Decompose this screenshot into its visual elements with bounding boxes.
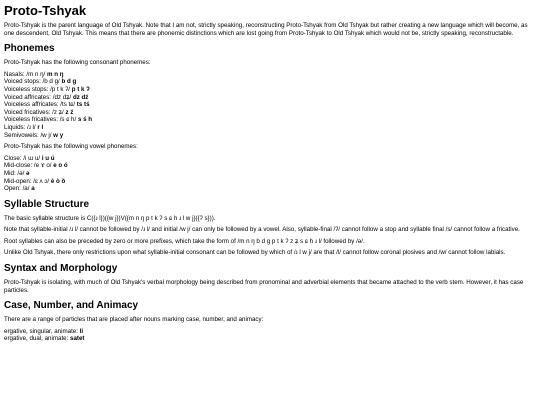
- list-item: [4, 124, 536, 132]
- list-item: [4, 155, 536, 163]
- vowel-orthography: ə: [26, 169, 30, 177]
- consonant-class-label: Semivowels: /w j/: [4, 131, 54, 139]
- list-item: [4, 170, 536, 178]
- list-item: [4, 101, 536, 109]
- consonant-class-label: Voiceless fricatives: /s ɕ h/: [4, 116, 78, 124]
- consonant-class-label: Voiceless stops: /p t k ʔ/: [4, 85, 72, 93]
- consonant-orthography: r l: [37, 123, 44, 131]
- vowel-orthography: e o ó: [53, 162, 68, 170]
- list-item: [4, 162, 536, 170]
- vowel-intro: Proto-Tshyak has the following vowel phonemes:: [4, 143, 138, 151]
- case-particle: li: [79, 327, 84, 335]
- page-title: Proto-Tshyak: [4, 3, 87, 18]
- consonant-list: [4, 71, 536, 139]
- list-item: [4, 94, 536, 102]
- case-particle: satet: [70, 335, 85, 343]
- consonant-orthography: m n ŋ: [46, 70, 64, 78]
- consonant-orthography: z ź: [65, 108, 74, 116]
- intro-paragraph: Proto-Tshyak is the parent language of Old Tshyak. Note that I am not, strictly speaking, reconstructing Proto-Tshyak from Old Tshyak but rather creating a new language which will become, as one descendent, Old Tshyak. This means that there are phonemic distinctions which are lost going from Proto-Tshyak to Old Tshyak which would not be, strictly speaking, reconstructable.: [4, 22, 528, 37]
- case-paragraph: There are a range of particles that are placed after nouns marking case, number, and animacy:: [4, 316, 264, 324]
- vowel-class-label: Close: /i ɯ u/: [4, 154, 42, 162]
- consonant-orthography: p t k ʔ: [71, 85, 90, 93]
- list-item: [4, 335, 536, 343]
- consonant-class-label: Liquids: /ɹ l/: [4, 123, 38, 131]
- consonant-orthography: s ś h: [77, 116, 93, 124]
- vowel-orthography: è ò ǒ: [50, 177, 66, 185]
- vowel-list: [4, 155, 536, 193]
- consonant-class-label: Nasals: /m n ŋ/: [4, 70, 47, 78]
- list-item: [4, 178, 536, 186]
- vowel-class-label: Mid: /ə/: [4, 169, 27, 177]
- list-item: [4, 116, 536, 124]
- syllable-paragraph: Root syllables can also be preceded by zero or more prefixes, which take the form of /m n ŋ b d g p t k ʔ z ʑ s ɕ h ɹ l/ followed by /ə/.: [4, 237, 365, 245]
- vowel-class-label: Mid-close: /e ɤ o/: [4, 162, 54, 170]
- case-list: [4, 328, 536, 343]
- syntax-paragraph: Proto-Tshyak is isolating, with much of Old Tshyak's verbal morphology being described from pronominal and adverbial elements that became attached to the verb stem. However, it has case particles.: [4, 279, 524, 294]
- vowel-class-label: Mid-open: /ɛ ʌ ɔ/: [4, 177, 51, 185]
- syllable-heading: Syllable Structure: [4, 198, 90, 210]
- case-heading: Case, Number, and Animacy: [4, 300, 139, 312]
- list-item: [4, 86, 536, 94]
- consonant-orthography: w y: [53, 131, 64, 139]
- consonant-intro: Proto-Tshyak has the following consonant phonemes:: [4, 59, 151, 67]
- consonant-class-label: Voiceless affricates: /ts tɕ/: [4, 101, 77, 109]
- vowel-orthography: i u ú: [41, 154, 55, 162]
- list-item: [4, 78, 536, 86]
- list-item: [4, 71, 536, 79]
- consonant-orthography: ts tś: [76, 101, 90, 109]
- consonant-orthography: dz dź: [72, 93, 89, 101]
- case-label: ergative, singular, animate:: [4, 327, 80, 335]
- list-item: [4, 328, 536, 336]
- consonant-class-label: Voiced affricates: /dz dʑ/: [4, 93, 73, 101]
- phonemes-heading: Phonemes: [4, 43, 55, 55]
- consonant-orthography: b d g: [61, 78, 77, 86]
- case-label: ergative, dual, animate:: [4, 335, 71, 343]
- list-item: [4, 132, 536, 140]
- consonant-class-label: Voiced stops: /b d g/: [4, 78, 62, 86]
- vowel-class-label: Open: /a/: [4, 185, 32, 193]
- list-item: [4, 185, 536, 193]
- consonant-class-label: Voiced fricatives: /z ʑ/: [4, 108, 66, 116]
- vowel-orthography: a: [31, 185, 35, 193]
- syntax-heading: Syntax and Morphology: [4, 263, 118, 275]
- syllable-paragraph: Note that syllable-initial /ɹ l/ cannot be followed by /ɹ l/ and initial /w j/ can only be followed by a vowel. Also, syllable-final /ʔ/ cannot follow a stop and syllable final /s/ cannot follow a fricative.: [4, 226, 520, 234]
- syllable-paragraph: The basic syllable structure is C({ɹ l})({w j})V({m n ŋ p t k ʔ s ɕ h ɹ l w j}({ʔ s})).: [4, 214, 216, 222]
- syllable-paragraph: Unlike Old Tshyak, there only restrictions upon what syllable-initial consonant can be followed by which of /ɹ l w j/ are that /l/ cannot follow coronal plosives and /w/ cannot follow labials.: [4, 249, 506, 257]
- list-item: [4, 109, 536, 117]
